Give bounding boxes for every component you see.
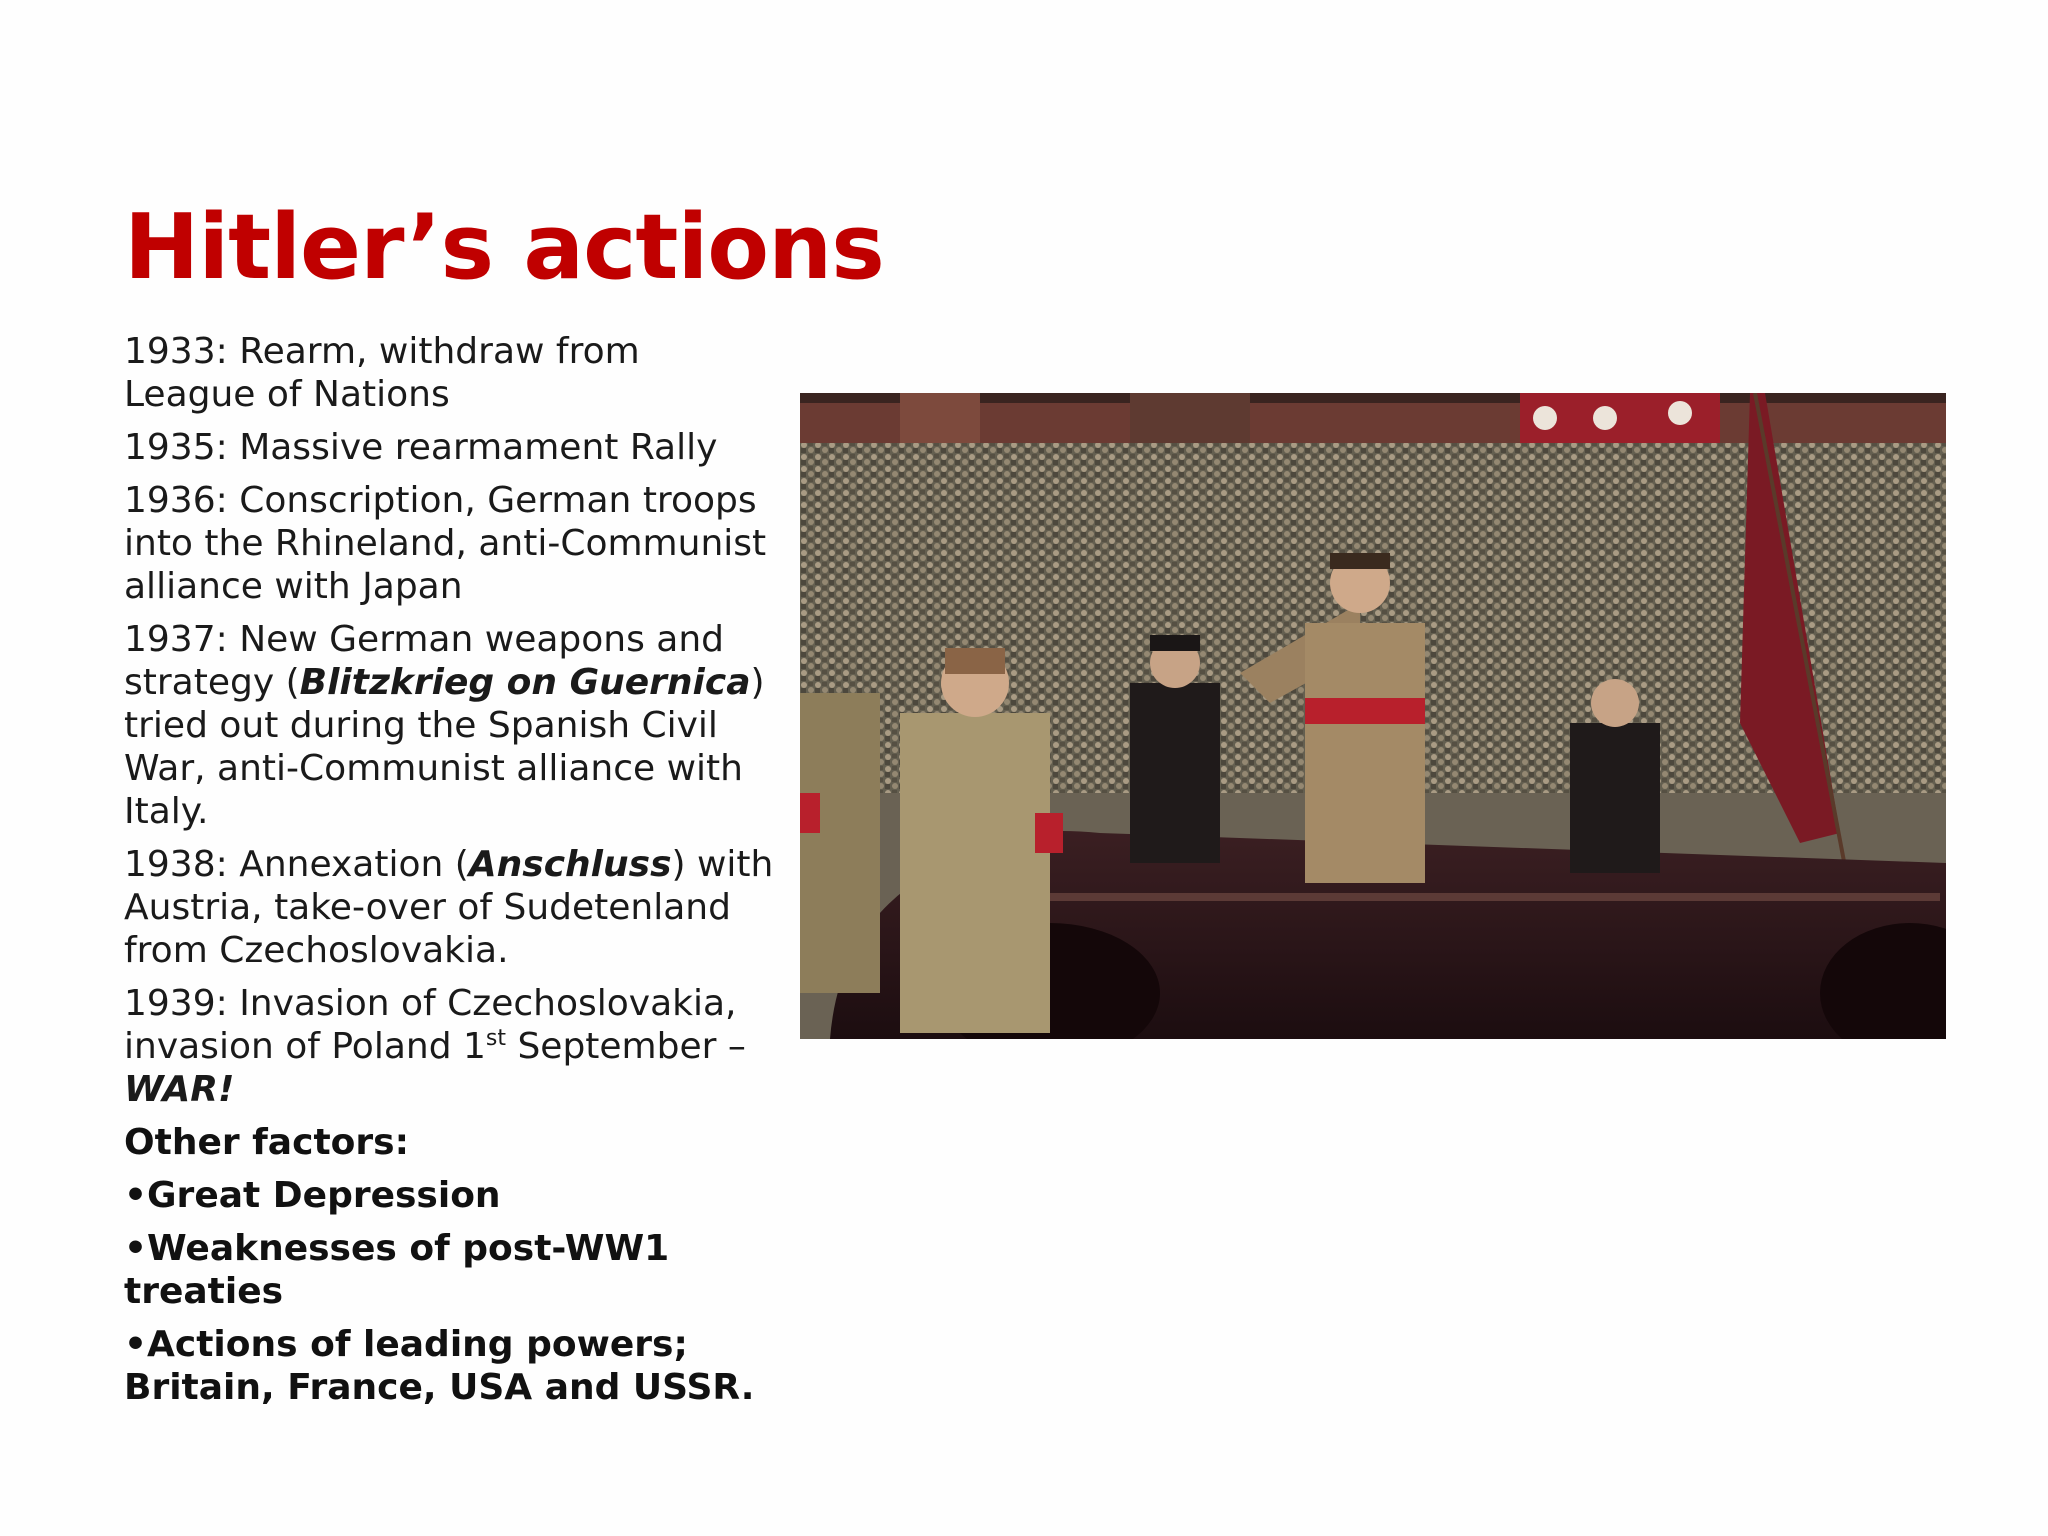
timeline-1937 xyxy=(124,618,774,833)
timeline-1936: 1936: Conscription, German troops into the Rhineland, anti-Communist alliance with Japan xyxy=(124,480,767,607)
timeline-1938 xyxy=(124,843,774,972)
timeline-1937-text-b: ) tried out during the Spanish Civil War, anti-Communist alliance with Italy. xyxy=(124,662,765,832)
slide-body xyxy=(124,330,774,1419)
timeline-1939-text-b: September – xyxy=(506,1026,746,1067)
other-factor-item: •Great Depression xyxy=(124,1175,501,1216)
rally-photo-illustration xyxy=(800,393,1946,1039)
other-factors-heading: Other factors: xyxy=(124,1122,409,1163)
timeline-1939 xyxy=(124,982,774,1111)
timeline-1933: 1933: Rearm, withdraw from League of Nations xyxy=(124,331,640,415)
slide-title: Hitler’s actions xyxy=(124,195,884,300)
timeline-1937-emphasis: Blitzkrieg on Guernica xyxy=(299,662,751,703)
other-factor-item: •Weaknesses of post-WW1 treaties xyxy=(124,1228,670,1312)
timeline-1938-text-a: 1938: Annexation ( xyxy=(124,844,469,885)
timeline-1939-superscript: st xyxy=(485,1026,506,1051)
timeline-1939-emphasis: WAR! xyxy=(124,1069,235,1110)
timeline-1937-text-a: 1937: New German weapons and strategy ( xyxy=(124,619,725,703)
other-factor-item: •Actions of leading powers; Britain, France, USA and USSR. xyxy=(124,1324,755,1408)
rally-photo xyxy=(800,393,1946,1039)
timeline-1939-text-a: 1939: Invasion of Czechoslovakia, invasion of Poland 1 xyxy=(124,983,737,1067)
timeline-1938-emphasis: Anschluss xyxy=(468,844,672,885)
timeline-1938-text-b: ) with Austria, take-over of Sudetenland from Czechoslovakia. xyxy=(124,844,774,971)
timeline-1935: 1935: Massive rearmament Rally xyxy=(124,427,718,468)
